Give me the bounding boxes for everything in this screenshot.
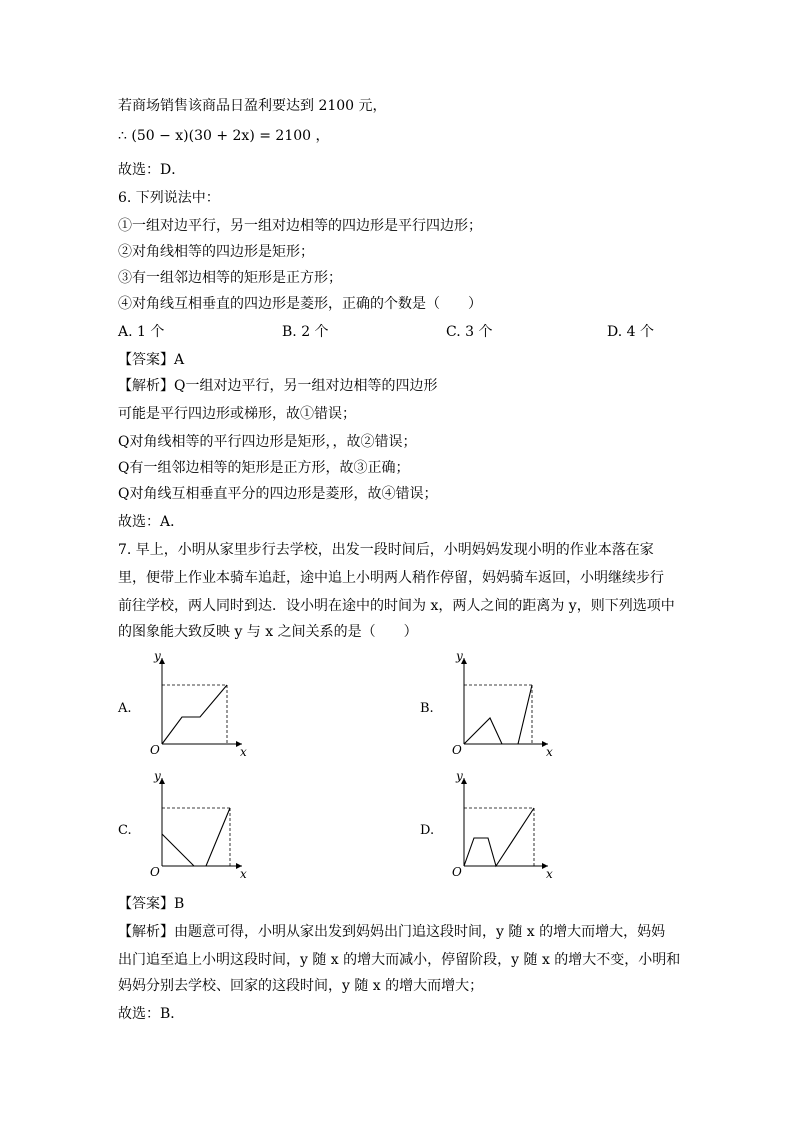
- graph-c: [118, 770, 258, 884]
- text-line: 若商场销售该商品日盈利要达到 2100 元，: [118, 98, 387, 114]
- question-7-line: 的图象能大致反映 y 与 x 之间关系的是（ ）: [118, 624, 418, 640]
- graph-b: [420, 650, 560, 764]
- origin-label: O: [452, 743, 462, 757]
- statement-2: ②对角线相等的四边形是矩形；: [118, 244, 314, 260]
- origin-label: O: [150, 865, 160, 879]
- y-axis-label: y: [456, 769, 463, 783]
- option-c: C. 3 个: [446, 324, 493, 340]
- question-7-line: 7. 早上，小明从家里步行去学校，出发一段时间后，小明妈妈发现小明的作业本落在家: [118, 542, 654, 558]
- answer-label: 【答案】A: [118, 352, 185, 368]
- graph-label: A.: [118, 701, 132, 716]
- analysis-line: 出门追至追上小明这段时间，y 随 x 的增大而减小，停留阶段，y 随 x 的增大不变，小明和: [118, 952, 681, 968]
- x-axis-label: x: [240, 745, 247, 759]
- origin-label: O: [150, 743, 160, 757]
- option-b: B. 2 个: [282, 324, 329, 340]
- analysis-line: 【解析】由题意可得，小明从家出发到妈妈出门追这段时间，y 随 x 的增大而增大，妈妈: [118, 924, 666, 940]
- x-axis-label: x: [546, 745, 553, 759]
- y-axis-label: y: [154, 649, 161, 663]
- equation-line: ∴ (50 − x)(30 + 2x) = 2100 ，: [118, 128, 330, 144]
- y-axis-label: y: [154, 769, 161, 783]
- analysis-line: Q对角线相等的平行四边形是矩形，，故②错误；: [118, 434, 417, 450]
- graph-label: D.: [420, 823, 435, 838]
- analysis-line: Q有一组邻边相等的矩形是正方形，故③正确；: [118, 460, 410, 476]
- select-line: 故选：A．: [118, 514, 185, 530]
- select-line: 故选：B．: [118, 1006, 185, 1022]
- statement-1: ①一组对边平行，另一组对边相等的四边形是平行四边形；: [118, 218, 482, 234]
- statement-4: ④对角线互相垂直的四边形是菱形，正确的个数是（ ）: [118, 296, 482, 312]
- question-7-line: 前往学校，两人同时到达．设小明在途中的时间为 x，两人之间的距离为 y，则下列选项中: [118, 598, 675, 614]
- option-a: A. 1 个: [118, 324, 165, 340]
- x-axis-label: x: [240, 867, 247, 881]
- analysis-line: Q对角线互相垂直平分的四边形是菱形，故④错误；: [118, 486, 438, 502]
- text-line: 故选：D．: [118, 162, 186, 178]
- analysis-line: 可能是平行四边形或梯形，故①错误；: [118, 406, 356, 422]
- graph-label: B.: [420, 701, 434, 716]
- statement-3: ③有一组邻边相等的矩形是正方形；: [118, 270, 342, 286]
- origin-label: O: [452, 865, 462, 879]
- question-6-title: 6. 下列说法中：: [118, 190, 220, 206]
- x-axis-label: x: [546, 867, 553, 881]
- graph-d: [420, 770, 560, 884]
- question-7-line: 里，便带上作业本骑车追赶，途中追上小明两人稍作停留，妈妈骑车返回，小明继续步行: [118, 570, 664, 586]
- analysis-line: 妈妈分别去学校、回家的这段时间，y 随 x 的增大而增大；: [118, 978, 484, 994]
- graph-label: C.: [118, 823, 132, 838]
- option-d: D. 4 个: [607, 324, 654, 340]
- graph-a: [118, 650, 258, 764]
- y-axis-label: y: [456, 649, 463, 663]
- answer-label: 【答案】B: [118, 896, 185, 912]
- analysis-line: 【解析】Q一组对边平行，另一组对边相等的四边形: [118, 378, 438, 394]
